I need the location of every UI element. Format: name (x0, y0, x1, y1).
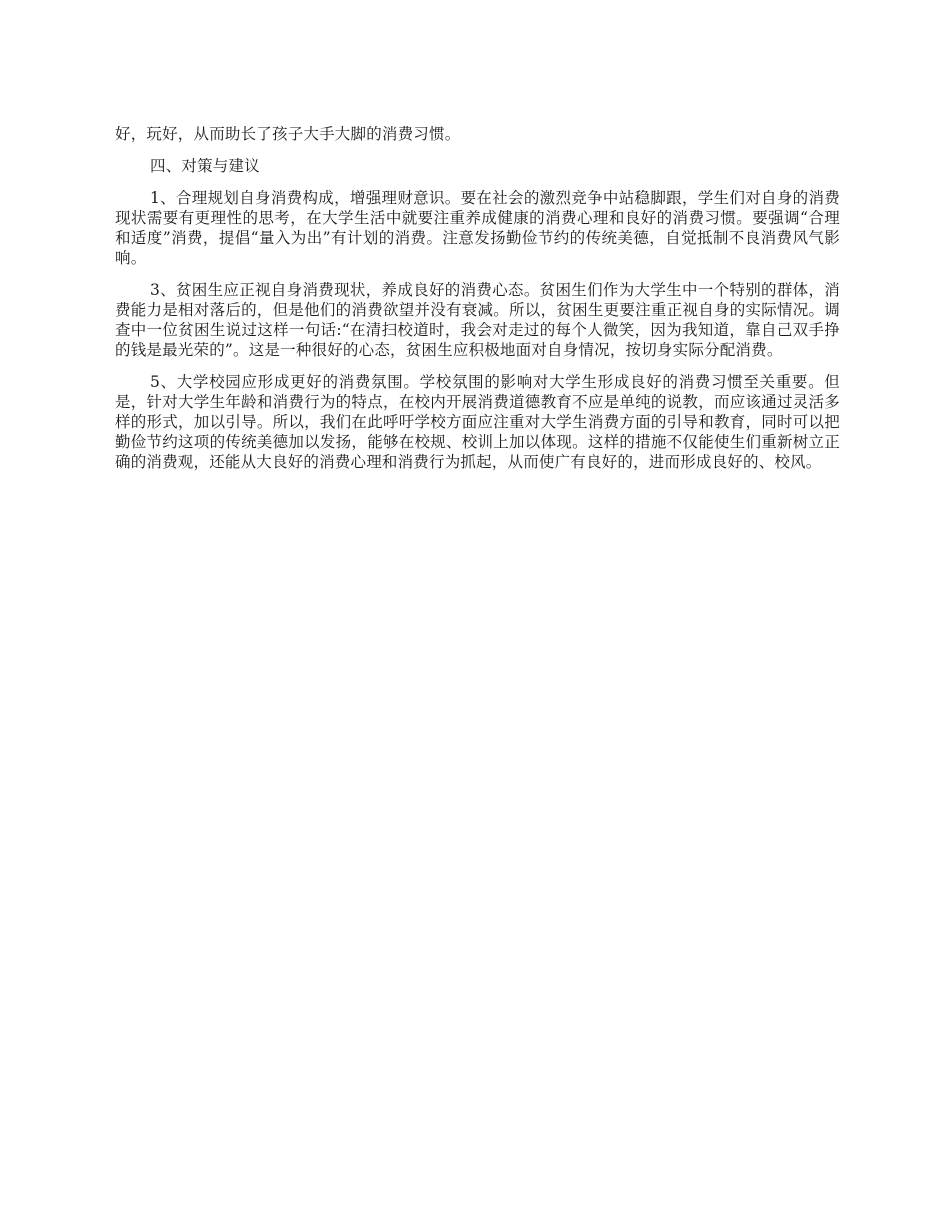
document-body (115, 124, 840, 484)
section-heading: 四、对策与建议 (150, 157, 260, 175)
paragraph-suggestion-5: 5、大学校园应形成更好的消费氛围。学校氛围的影响对大学生形成良好的消费习惯至关重要。但是，针对大学生年龄和消费行为的特点，在校内开展消费道德教育不应是单纯的说教，而应该通过灵活多样的形式，加以引导。所以，我们在此呼吁学校方面应注重对大学生消费方面的引导和教育，同时可以把勤俭节约这项的传统美德加以发扬，能够在校规、校训上加以体现。这样的措施不仅能使生们重新树立正确的消费观，还能从大良好的消费心理和消费行为抓起，从而使广有良好的，进而形成良好的、校风。 (115, 373, 840, 471)
paragraph-suggestion-3: 3、贫困生应正视自身消费现状，养成良好的消费心态。贫困生们作为大学生中一个特别的群体，消费能力是相对落后的，但是他们的消费欲望并没有衰减。所以，贫困生更要注重正视自身的实际情况。调查中一位贫困生说过这样一句话:“在清扫校道时，我会对走过的每个人微笑，因为我知道，靠自己双手挣的钱是最光荣的”。这是一种很好的心态，贫困生应积极地面对自身情况，按切身实际分配消费。 (115, 281, 840, 359)
paragraph-suggestion-1: 1、合理规划自身消费构成，增强理财意识。要在社会的激烈竞争中站稳脚跟，学生们对自身的消费现状需要有更理性的思考，在大学生活中就要注重养成健康的消费心理和良好的消费习惯。要强调“合理和适度”消费，提倡“量入为出”有计划的消费。注意发扬勤俭节约的传统美德，自觉抵制不良消费风气影响。 (115, 189, 840, 267)
paragraph-continuation: 好，玩好，从而助长了孩子大手大脚的消费习惯。 (115, 125, 461, 143)
